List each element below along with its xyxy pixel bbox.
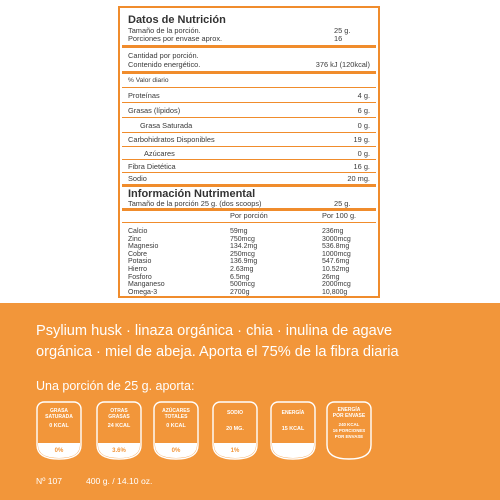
info-title: Información Nutrimental bbox=[128, 188, 256, 200]
gda-label: GRASAS bbox=[108, 414, 130, 420]
per-serving-value: 500mcg bbox=[230, 281, 255, 289]
divider bbox=[122, 45, 376, 48]
nutrient-row bbox=[128, 106, 370, 115]
energy-label: Contenido energético. bbox=[128, 60, 201, 69]
per-serving-value: 250mcg bbox=[230, 250, 255, 258]
gda-label: AZÚCARES bbox=[162, 408, 190, 414]
per-serving-value: 2.63mg bbox=[230, 265, 254, 273]
gda-label: POR ENVASE bbox=[332, 413, 366, 419]
gda-amount: 15 KCAL bbox=[281, 426, 305, 432]
nutrient-label: Carbohidratos Disponibles bbox=[128, 135, 215, 144]
nutrition-title: Datos de Nutrición bbox=[128, 14, 226, 26]
daily-value-header bbox=[128, 76, 370, 85]
table-row bbox=[128, 258, 370, 266]
nutrient-row bbox=[144, 149, 370, 158]
energy-value: 376 kJ (120kcal) bbox=[315, 60, 370, 69]
divider bbox=[122, 71, 376, 74]
table-row bbox=[128, 236, 370, 244]
portion-title: Una porción de 25 g. aporta: bbox=[36, 379, 195, 393]
gda-badge bbox=[212, 401, 258, 461]
gda-badge bbox=[153, 401, 199, 461]
per-serving-value: 2700g bbox=[230, 288, 250, 296]
col-per-100: Por 100 g. bbox=[322, 211, 357, 220]
per-100-value: 26mg bbox=[322, 273, 340, 281]
divider bbox=[122, 87, 376, 88]
gda-amount: 24 KCAL bbox=[107, 423, 131, 429]
servings-label: Porciones por envase aprox. bbox=[128, 34, 223, 43]
table-row bbox=[128, 266, 370, 274]
gda-label: GRASA bbox=[49, 408, 69, 414]
divider bbox=[122, 132, 376, 133]
ingredients-band bbox=[0, 303, 500, 500]
gda-amount: 20 MG. bbox=[226, 426, 244, 432]
nutrient-row bbox=[128, 162, 370, 171]
per-serving-value: 750mcg bbox=[230, 235, 255, 243]
nutrient-value: 0 g. bbox=[357, 149, 370, 158]
table-row bbox=[128, 281, 370, 289]
table-row bbox=[128, 251, 370, 259]
nutrition-facts-panel bbox=[118, 6, 380, 298]
mineral-name: Hierro bbox=[128, 265, 148, 273]
gda-label: ENERGÍA bbox=[281, 410, 305, 416]
serving-size-label: Tamaño de la porción. bbox=[128, 26, 201, 35]
table-row bbox=[128, 289, 370, 297]
nutrient-label: Sodio bbox=[128, 174, 147, 183]
table-row bbox=[128, 243, 370, 251]
gda-label: SODIO bbox=[226, 410, 244, 416]
mineral-name: Zinc bbox=[128, 235, 142, 243]
divider bbox=[122, 117, 376, 118]
nutrient-value: 4 g. bbox=[357, 91, 370, 100]
per-serving-value: 59mg bbox=[230, 228, 248, 235]
nutrient-value: 0 g. bbox=[357, 121, 370, 130]
mineral-name: Omega-3 bbox=[128, 288, 158, 296]
nutrient-value: 19 g. bbox=[353, 135, 370, 144]
mineral-name: Calcio bbox=[128, 228, 148, 235]
mineral-table bbox=[128, 228, 370, 296]
per-100-value: 547.6mg bbox=[322, 258, 350, 266]
gda-label: ENERGÍA bbox=[337, 407, 361, 413]
amount-per-serving-label: Cantidad por porción. bbox=[128, 51, 199, 60]
net-weight: 400 g. / 14.10 oz. bbox=[86, 476, 153, 486]
amount-per-serving bbox=[128, 51, 370, 60]
servings-row bbox=[128, 34, 370, 43]
gda-subtext: 16 PORCIONES bbox=[332, 428, 366, 433]
info-serving-row bbox=[128, 199, 370, 208]
gda-percent: 0% bbox=[54, 448, 64, 454]
nutrient-row bbox=[128, 174, 370, 183]
per-serving-value: 134.2mg bbox=[230, 243, 258, 251]
gda-label: TOTALES bbox=[164, 414, 188, 420]
per-100-value: 2000mcg bbox=[322, 281, 351, 289]
gda-percent: 3.6% bbox=[112, 448, 126, 454]
col-per-serving: Por porción bbox=[230, 211, 268, 220]
nutrient-label: Azúcares bbox=[144, 149, 175, 158]
lot-number: Nº 107 bbox=[36, 476, 63, 486]
divider bbox=[122, 102, 376, 103]
table-row bbox=[128, 274, 370, 282]
gda-label: SATURADA bbox=[45, 414, 73, 420]
per-100-value: 236mg bbox=[322, 228, 344, 235]
gda-percent: 0% bbox=[171, 448, 181, 454]
divider bbox=[122, 222, 376, 223]
gda-badge bbox=[96, 401, 142, 461]
table-row bbox=[128, 228, 370, 236]
gda-badge bbox=[36, 401, 82, 461]
mineral-name: Magnesio bbox=[128, 243, 159, 251]
divider bbox=[122, 146, 376, 147]
ingredients-line-1: Psylium husk · linaza orgánica · chia · inulina de agave bbox=[36, 323, 393, 339]
per-serving-value: 6.5mg bbox=[230, 273, 250, 281]
nutrient-value: 6 g. bbox=[357, 106, 370, 115]
gda-badge bbox=[270, 401, 316, 461]
divider bbox=[122, 172, 376, 173]
nutrient-row bbox=[128, 135, 370, 144]
divider bbox=[122, 184, 376, 187]
gda-percent: 1% bbox=[230, 448, 240, 454]
serving-size-value: 25 g. bbox=[334, 26, 351, 35]
daily-value-header-label: % Valor diario bbox=[128, 77, 169, 84]
nutrient-label: Proteínas bbox=[128, 91, 160, 100]
per-100-value: 536.8mg bbox=[322, 243, 350, 251]
gda-subtext: POR ENVASE bbox=[334, 434, 364, 439]
per-100-value: 10,800g bbox=[322, 288, 348, 296]
info-serving-label: Tamaño de la porción 25 g. (dos scoops) bbox=[128, 199, 262, 208]
ingredients-text bbox=[36, 321, 476, 363]
mineral-name: Potasio bbox=[128, 258, 152, 266]
gda-amount: 0 KCAL bbox=[166, 423, 186, 429]
per-100-value: 10.52mg bbox=[322, 265, 350, 273]
per-100-value: 1000mcg bbox=[322, 250, 351, 258]
gda-amount: 0 KCAL bbox=[49, 423, 69, 429]
mineral-name: Cobre bbox=[128, 250, 148, 258]
divider bbox=[122, 159, 376, 160]
nutrient-value: 20 mg. bbox=[347, 174, 370, 183]
nutrient-row bbox=[140, 121, 370, 130]
per-serving-value: 136.9mg bbox=[230, 258, 258, 266]
gda-amount: 240 KCAL bbox=[338, 422, 360, 427]
gda-label: OTRAS bbox=[110, 408, 128, 414]
nutrient-row bbox=[128, 91, 370, 100]
info-serving-value: 25 g. bbox=[334, 199, 351, 208]
nutrient-value: 16 g. bbox=[353, 162, 370, 171]
energy-row bbox=[128, 60, 370, 69]
nutrient-label: Grasas (lípidos) bbox=[128, 106, 181, 115]
mineral-name: Manganeso bbox=[128, 281, 165, 289]
per-100-value: 3000mcg bbox=[322, 235, 351, 243]
gda-badge bbox=[326, 401, 372, 461]
ingredients-line-2: orgánica · miel de abeja. Aporta el 75% de la fibra diaria bbox=[36, 344, 399, 360]
nutrient-label: Fibra Dietética bbox=[128, 162, 176, 171]
servings-value: 16 bbox=[334, 34, 343, 43]
mineral-name: Fosforo bbox=[128, 273, 152, 281]
nutrient-label: Grasa Saturada bbox=[140, 121, 193, 130]
